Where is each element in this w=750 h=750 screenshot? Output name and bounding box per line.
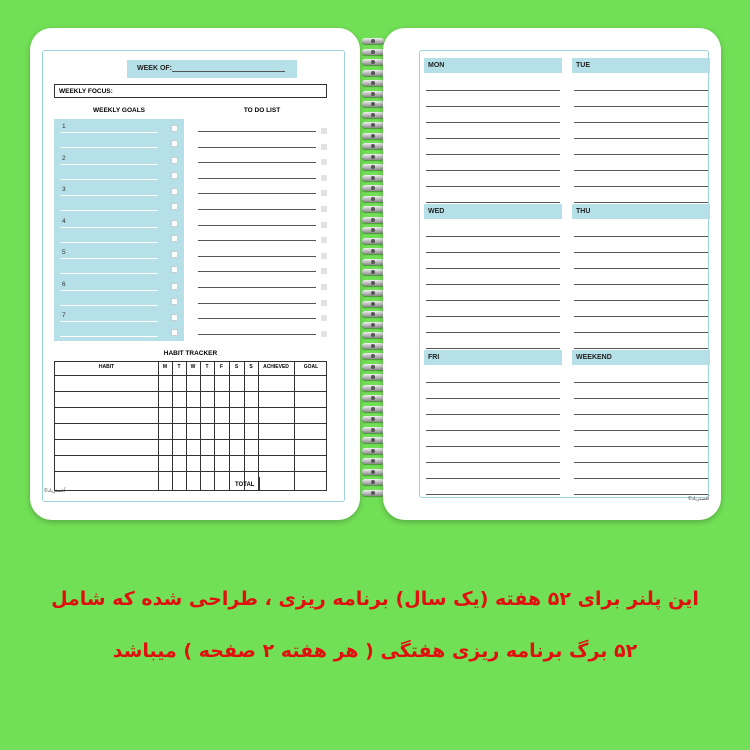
goal-line [60,147,158,148]
day-line [574,316,708,317]
day-section-tue [572,58,710,198]
spiral-coil [362,49,384,55]
day-line [574,462,708,463]
spiral-coil [362,322,384,328]
day-section-fri [424,350,562,490]
goal-line [60,305,158,306]
goal-line [60,321,158,322]
todo-checkbox[interactable] [321,175,327,181]
goal-line [60,132,158,133]
goal-line [60,179,158,180]
todo-line [198,131,316,132]
spiral-coil [362,469,384,475]
spiral-binding [362,38,384,500]
spiral-coil [362,364,384,370]
day-line [426,300,560,301]
goal-line [60,227,158,228]
goal-line [60,164,158,165]
habit-column-label: S [249,364,253,370]
spiral-coil [362,259,384,265]
day-line [426,138,560,139]
goal-checkbox[interactable] [171,125,178,132]
spiral-coil [362,311,384,317]
day-line [574,170,708,171]
weekly-focus-label: WEEKLY FOCUS: [59,88,113,95]
goal-number: 4 [62,217,66,225]
spiral-coil [362,374,384,380]
goal-number: 7 [62,312,66,319]
goal-line [60,258,158,259]
habit-col-line [158,362,159,490]
spiral-coil [362,196,384,202]
todo-line [198,334,316,335]
goal-line [60,336,158,337]
spiral-coil [362,112,384,118]
day-line [426,446,560,447]
todo-line [198,318,316,319]
day-line [574,122,708,123]
day-line [426,186,560,187]
todo-checkbox[interactable] [321,128,327,134]
habit-column-label: GOAL [303,364,319,370]
day-line [574,252,708,253]
day-section-mon [424,58,562,198]
spiral-coil [362,101,384,107]
todo-checkbox[interactable] [321,159,327,165]
spiral-coil [362,427,384,433]
todo-line [198,147,316,148]
publisher-logo-right: ©آفستریاد [688,496,710,502]
goal-checkbox[interactable] [171,235,178,242]
goal-checkbox[interactable] [171,314,178,321]
day-line [426,236,560,237]
caption-line-1: این پلنر برای ۵۲ هفته (یک سال) برنامه ریزی ، طراحی شده که شامل [51,588,699,610]
todo-list-heading: TO DO LIST [243,107,281,114]
day-line [426,478,560,479]
habit-row-line [55,407,326,408]
spiral-coil [362,437,384,443]
day-line [574,446,708,447]
goal-checkbox[interactable] [171,329,178,336]
day-line [426,154,560,155]
day-line [426,284,560,285]
spiral-coil [362,343,384,349]
spiral-coil [362,206,384,212]
day-line [574,284,708,285]
left-planner-page [30,28,360,520]
goal-checkbox[interactable] [171,283,178,290]
habit-col-line [186,362,187,490]
todo-checkbox[interactable] [321,190,327,196]
spiral-coil [362,353,384,359]
goal-line [60,273,158,274]
goal-checkbox[interactable] [171,157,178,164]
caption-line-2: ۵۲ برگ برنامه ریزی هفتگی ( هر هفته ۲ صفحه ) میباشد [112,640,638,662]
spiral-coil [362,458,384,464]
day-section-weekend [572,350,710,490]
spiral-coil [362,301,384,307]
day-line [426,90,560,91]
day-line [426,414,560,415]
habit-tracker-table [54,361,327,491]
spiral-coil [362,248,384,254]
spiral-coil [362,280,384,286]
day-line [426,122,560,123]
goal-number: 3 [62,186,66,193]
spiral-coil [362,332,384,338]
spiral-coil [362,385,384,391]
todo-checkbox[interactable] [321,300,327,306]
week-of-field [127,60,297,78]
habit-column-label: T [205,364,209,370]
spiral-coil [362,416,384,422]
habit-row-line [55,455,326,456]
habit-row-line [55,391,326,392]
todo-line [198,256,316,257]
spiral-coil [362,395,384,401]
day-line [574,348,708,349]
day-line [574,430,708,431]
day-line [426,268,560,269]
day-line [574,138,708,139]
day-line [426,382,560,383]
spiral-coil [362,448,384,454]
todo-checkbox[interactable] [321,315,327,321]
day-heading: THU [572,204,710,219]
spiral-coil [362,143,384,149]
habit-tracker-heading: HABIT TRACKER [163,350,218,357]
spiral-coil [362,38,384,44]
habit-column-label: HABIT [98,364,115,370]
todo-checkbox[interactable] [321,237,327,243]
day-line [574,202,708,203]
goal-line [60,242,158,243]
spiral-coil [362,164,384,170]
spiral-coil [362,479,384,485]
goal-checkbox[interactable] [171,140,178,147]
day-line [574,186,708,187]
habit-column-label: S [234,364,239,370]
day-line [426,348,560,349]
day-heading: MON [424,58,562,73]
weekly-goals-heading: WEEKLY GOALS [92,107,145,114]
spiral-coil [362,80,384,86]
day-line [574,332,708,333]
todo-line [198,178,316,179]
day-line [574,236,708,237]
todo-line [198,193,316,194]
day-line [574,398,708,399]
goal-checkbox[interactable] [171,298,178,305]
todo-line [198,271,316,272]
habit-row-line [55,471,326,472]
goal-checkbox[interactable] [171,188,178,195]
habit-row-line [55,439,326,440]
spiral-coil [362,185,384,191]
total-label: TOTAL [235,482,255,488]
day-line [426,202,560,203]
spiral-coil [362,227,384,233]
spiral-coil [362,91,384,97]
day-line [426,106,560,107]
todo-line [198,162,316,163]
spiral-coil [362,406,384,412]
habit-col-line [258,362,259,490]
todo-line [198,240,316,241]
day-section-wed [424,204,562,344]
todo-checkbox[interactable] [321,268,327,274]
habit-row-line [55,423,326,424]
day-line [426,252,560,253]
day-line [426,398,560,399]
goal-line [60,290,158,291]
day-line [574,268,708,269]
day-line [574,382,708,383]
spiral-coil [362,133,384,139]
todo-line [198,209,316,210]
spiral-coil [362,217,384,223]
habit-column-label: M [162,364,168,370]
day-line [574,154,708,155]
todo-line [198,225,316,226]
day-heading: FRI [424,350,562,365]
day-line [426,170,560,171]
todo-checkbox[interactable] [321,206,327,212]
spiral-coil [362,238,384,244]
habit-column-label: T [177,364,181,370]
day-line [574,414,708,415]
goal-checkbox[interactable] [171,251,178,258]
goal-checkbox[interactable] [171,203,178,210]
goal-number: 5 [62,249,66,256]
habit-column-label: ACHIEVED [263,364,289,370]
goal-checkbox[interactable] [171,220,178,227]
day-section-thu [572,204,710,344]
day-line [574,478,708,479]
habit-col-line [172,362,173,490]
spiral-coil [362,59,384,65]
todo-checkbox[interactable] [321,144,327,150]
spiral-coil [362,122,384,128]
day-line [574,90,708,91]
spiral-coil [362,490,384,496]
day-line [574,494,708,495]
todo-checkbox[interactable] [321,253,327,259]
day-line [426,462,560,463]
day-line [426,494,560,495]
habit-row-line [55,375,326,376]
weekly-focus-field [54,84,327,98]
habit-col-line [214,362,215,490]
habit-column-label: F [219,364,224,370]
habit-col-line [294,362,295,490]
weekly-goals-panel [54,119,184,341]
publisher-logo: ©آفستریاد [44,488,66,494]
todo-line [198,287,316,288]
todo-checkbox[interactable] [321,331,327,337]
day-line [426,332,560,333]
todo-checkbox[interactable] [321,222,327,228]
goal-checkbox[interactable] [171,172,178,179]
goal-line [60,210,158,211]
goal-line [60,195,158,196]
day-heading: WEEKEND [572,350,710,365]
week-of-label: WEEK OF: [137,65,172,72]
day-line [574,300,708,301]
right-planner-page [383,28,721,520]
todo-line [198,303,316,304]
spiral-coil [362,154,384,160]
goal-number: 6 [62,280,66,288]
day-line [574,106,708,107]
goal-number: 2 [62,154,66,162]
todo-checkbox[interactable] [321,284,327,290]
day-heading: WED [424,204,562,219]
spiral-coil [362,290,384,296]
total-box [259,477,327,491]
goal-checkbox[interactable] [171,266,178,273]
habit-column-label: W [190,364,196,370]
spiral-coil [362,269,384,275]
day-heading: TUE [572,58,710,73]
week-of-line [172,71,285,72]
goal-number: 1 [62,123,66,130]
habit-col-line [200,362,201,490]
day-line [426,430,560,431]
habit-col-line [244,362,245,490]
spiral-coil [362,175,384,181]
habit-col-line [229,362,230,490]
day-line [426,316,560,317]
spiral-coil [362,70,384,76]
